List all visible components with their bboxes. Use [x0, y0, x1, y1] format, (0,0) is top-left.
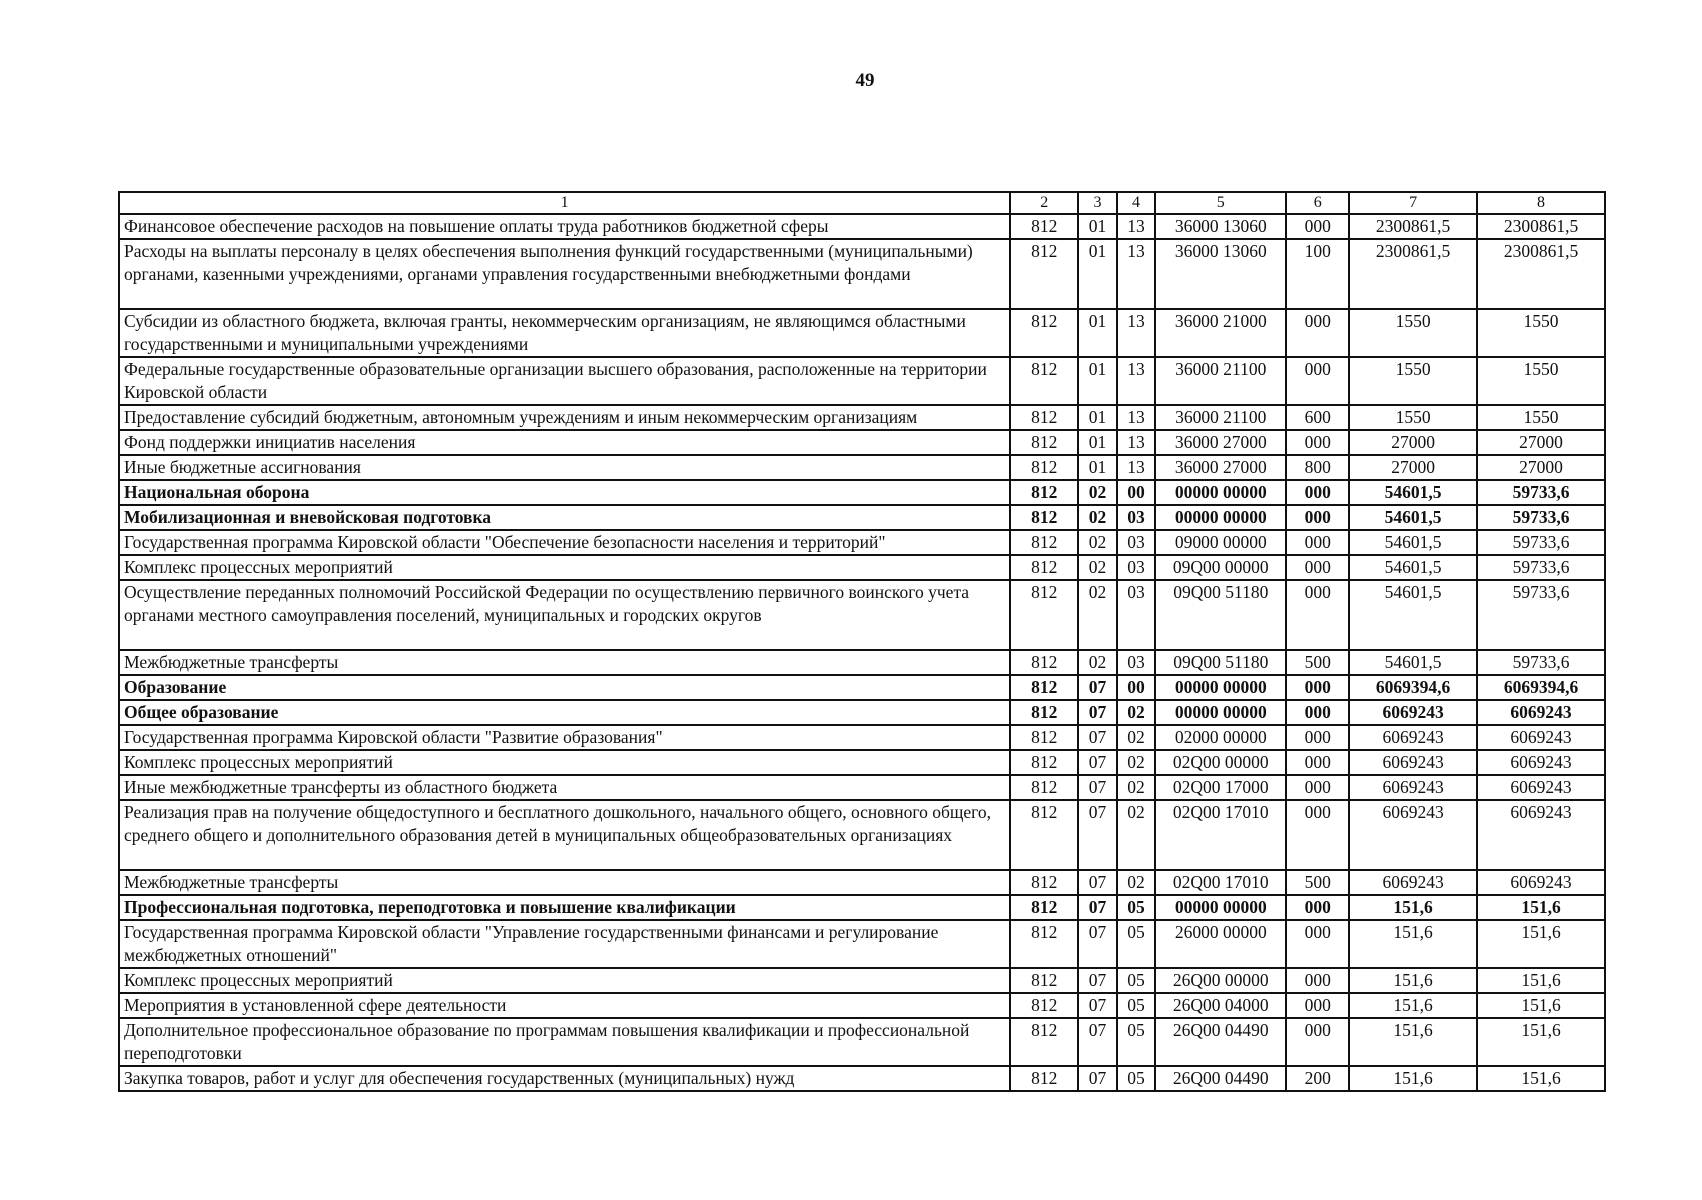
amount-year2-cell: 27000 — [1477, 430, 1605, 455]
row-name-cell: Комплекс процессных мероприятий — [119, 750, 1010, 775]
row-name-cell: Финансовое обеспечение расходов на повышение оплаты труда работников бюджетной сферы — [119, 214, 1010, 239]
row-name-cell: Государственная программа Кировской области "Управление государственными финансами и регулирование межбюджетных отношений" — [119, 920, 1010, 968]
admin-code-cell: 812 — [1010, 357, 1078, 405]
expense-type-cell: 000 — [1286, 675, 1349, 700]
row-name-cell: Субсидии из областного бюджета, включая гранты, некоммерческим организациям, не являющимся областными государственными и муниципальными учреждениями — [119, 309, 1010, 357]
section-cell: 07 — [1078, 1018, 1117, 1066]
admin-code-cell: 812 — [1010, 725, 1078, 750]
row-name-cell: Дополнительное профессиональное образование по программам повышения квалификации и профессиональной переподготовки — [119, 1018, 1010, 1066]
table-row — [119, 870, 1605, 895]
row-name-cell: Мероприятия в установленной сфере деятельности — [119, 993, 1010, 1018]
subsection-cell: 05 — [1117, 968, 1156, 993]
admin-code-cell: 812 — [1010, 1066, 1078, 1091]
section-cell: 07 — [1078, 920, 1117, 968]
table-row — [119, 725, 1605, 750]
expense-type-cell: 100 — [1286, 239, 1349, 309]
table-row — [119, 530, 1605, 555]
row-name-cell: Межбюджетные трансферты — [119, 870, 1010, 895]
row-name-cell: Осуществление переданных полномочий Российской Федерации по осуществлению первичного воинского учета органами местного самоуправления поселений, муниципальных и городских округов — [119, 580, 1010, 650]
amount-year2-cell: 1550 — [1477, 405, 1605, 430]
row-name-cell: Национальная оборона — [119, 480, 1010, 505]
page-number: 49 — [855, 70, 875, 91]
admin-code-cell: 812 — [1010, 800, 1078, 870]
expense-type-cell: 000 — [1286, 430, 1349, 455]
target-article-cell: 02Q00 17000 — [1155, 775, 1286, 800]
section-cell: 07 — [1078, 870, 1117, 895]
admin-code-cell: 812 — [1010, 214, 1078, 239]
section-cell: 07 — [1078, 725, 1117, 750]
table-row — [119, 214, 1605, 239]
amount-year1-cell: 151,6 — [1349, 920, 1477, 968]
expense-type-cell: 500 — [1286, 650, 1349, 675]
subsection-cell: 03 — [1117, 650, 1156, 675]
admin-code-cell: 812 — [1010, 1018, 1078, 1066]
subsection-cell: 05 — [1117, 920, 1156, 968]
subsection-cell: 13 — [1117, 455, 1156, 480]
amount-year1-cell: 2300861,5 — [1349, 214, 1477, 239]
target-article-cell: 36000 27000 — [1155, 455, 1286, 480]
admin-code-cell: 812 — [1010, 430, 1078, 455]
subsection-cell: 13 — [1117, 309, 1156, 357]
admin-code-cell: 812 — [1010, 993, 1078, 1018]
amount-year2-cell: 6069394,6 — [1477, 675, 1605, 700]
subsection-cell: 03 — [1117, 505, 1156, 530]
admin-code-cell: 812 — [1010, 455, 1078, 480]
amount-year2-cell: 59733,6 — [1477, 580, 1605, 650]
table-row — [119, 357, 1605, 405]
target-article-cell: 36000 21100 — [1155, 405, 1286, 430]
expense-type-cell: 000 — [1286, 505, 1349, 530]
section-cell: 02 — [1078, 555, 1117, 580]
subsection-cell: 02 — [1117, 775, 1156, 800]
amount-year2-cell: 6069243 — [1477, 725, 1605, 750]
section-cell: 07 — [1078, 993, 1117, 1018]
target-article-cell: 36000 27000 — [1155, 430, 1286, 455]
subsection-cell: 05 — [1117, 1066, 1156, 1091]
row-name-cell: Комплекс процессных мероприятий — [119, 968, 1010, 993]
expense-type-cell: 000 — [1286, 993, 1349, 1018]
expense-type-cell: 000 — [1286, 1018, 1349, 1066]
section-cell: 01 — [1078, 214, 1117, 239]
target-article-cell: 26Q00 00000 — [1155, 968, 1286, 993]
expense-type-cell: 200 — [1286, 1066, 1349, 1091]
subsection-cell: 13 — [1117, 357, 1156, 405]
expense-type-cell: 600 — [1286, 405, 1349, 430]
subsection-cell: 03 — [1117, 555, 1156, 580]
subsection-cell: 13 — [1117, 214, 1156, 239]
amount-year1-cell: 1550 — [1349, 405, 1477, 430]
column-header-8: 8 — [1477, 192, 1605, 214]
section-cell: 02 — [1078, 505, 1117, 530]
row-name-cell: Профессиональная подготовка, переподготовка и повышение квалификации — [119, 895, 1010, 920]
section-cell: 01 — [1078, 405, 1117, 430]
table-row — [119, 309, 1605, 357]
target-article-cell: 36000 13060 — [1155, 239, 1286, 309]
row-name-cell: Государственная программа Кировской области "Обеспечение безопасности населения и территорий" — [119, 530, 1010, 555]
amount-year2-cell: 6069243 — [1477, 750, 1605, 775]
amount-year1-cell: 151,6 — [1349, 1018, 1477, 1066]
expense-type-cell: 000 — [1286, 750, 1349, 775]
table-row — [119, 580, 1605, 650]
row-name-cell: Расходы на выплаты персоналу в целях обеспечения выполнения функций государственными (муниципальными) органами, казенными учреждениями, органами управления государственными внебюджетными фондами — [119, 239, 1010, 309]
table-row — [119, 993, 1605, 1018]
amount-year1-cell: 6069243 — [1349, 700, 1477, 725]
header-row — [119, 192, 1605, 214]
subsection-cell: 13 — [1117, 239, 1156, 309]
section-cell: 01 — [1078, 430, 1117, 455]
table-body — [119, 214, 1605, 1091]
amount-year1-cell: 54601,5 — [1349, 480, 1477, 505]
subsection-cell: 13 — [1117, 405, 1156, 430]
amount-year2-cell: 59733,6 — [1477, 505, 1605, 530]
admin-code-cell: 812 — [1010, 700, 1078, 725]
target-article-cell: 26Q00 04490 — [1155, 1066, 1286, 1091]
amount-year2-cell: 151,6 — [1477, 1066, 1605, 1091]
expense-type-cell: 000 — [1286, 555, 1349, 580]
amount-year1-cell: 54601,5 — [1349, 530, 1477, 555]
expense-type-cell: 000 — [1286, 920, 1349, 968]
amount-year2-cell: 6069243 — [1477, 870, 1605, 895]
admin-code-cell: 812 — [1010, 675, 1078, 700]
target-article-cell: 09Q00 51180 — [1155, 650, 1286, 675]
target-article-cell: 26Q00 04490 — [1155, 1018, 1286, 1066]
column-header-3: 3 — [1078, 192, 1117, 214]
amount-year2-cell: 6069243 — [1477, 775, 1605, 800]
target-article-cell: 09000 00000 — [1155, 530, 1286, 555]
section-cell: 01 — [1078, 309, 1117, 357]
amount-year1-cell: 6069243 — [1349, 725, 1477, 750]
target-article-cell: 00000 00000 — [1155, 505, 1286, 530]
subsection-cell: 05 — [1117, 1018, 1156, 1066]
expense-type-cell: 000 — [1286, 530, 1349, 555]
subsection-cell: 02 — [1117, 870, 1156, 895]
column-header-5: 5 — [1155, 192, 1286, 214]
amount-year2-cell: 151,6 — [1477, 920, 1605, 968]
admin-code-cell: 812 — [1010, 239, 1078, 309]
admin-code-cell: 812 — [1010, 750, 1078, 775]
amount-year1-cell: 54601,5 — [1349, 650, 1477, 675]
row-name-cell: Федеральные государственные образовательные организации высшего образования, расположенные на территории Кировской области — [119, 357, 1010, 405]
column-header-7: 7 — [1349, 192, 1477, 214]
amount-year1-cell: 1550 — [1349, 357, 1477, 405]
subsection-cell: 02 — [1117, 750, 1156, 775]
subsection-cell: 05 — [1117, 895, 1156, 920]
target-article-cell: 36000 21000 — [1155, 309, 1286, 357]
subsection-cell: 03 — [1117, 580, 1156, 650]
target-article-cell: 36000 21100 — [1155, 357, 1286, 405]
amount-year2-cell: 27000 — [1477, 455, 1605, 480]
table-header — [119, 192, 1605, 214]
target-article-cell: 02Q00 00000 — [1155, 750, 1286, 775]
expense-type-cell: 000 — [1286, 700, 1349, 725]
target-article-cell: 36000 13060 — [1155, 214, 1286, 239]
expense-type-cell: 000 — [1286, 775, 1349, 800]
table-row — [119, 775, 1605, 800]
table-row — [119, 455, 1605, 480]
section-cell: 01 — [1078, 239, 1117, 309]
row-name-cell: Иные межбюджетные трансферты из областного бюджета — [119, 775, 1010, 800]
row-name-cell: Образование — [119, 675, 1010, 700]
table-row — [119, 430, 1605, 455]
subsection-cell: 03 — [1117, 530, 1156, 555]
amount-year2-cell: 59733,6 — [1477, 650, 1605, 675]
table-row — [119, 800, 1605, 870]
amount-year2-cell: 1550 — [1477, 309, 1605, 357]
admin-code-cell: 812 — [1010, 555, 1078, 580]
subsection-cell: 02 — [1117, 700, 1156, 725]
expense-type-cell: 000 — [1286, 309, 1349, 357]
amount-year1-cell: 151,6 — [1349, 968, 1477, 993]
amount-year1-cell: 27000 — [1349, 430, 1477, 455]
expense-type-cell: 000 — [1286, 725, 1349, 750]
target-article-cell: 02Q00 17010 — [1155, 870, 1286, 895]
amount-year1-cell: 54601,5 — [1349, 505, 1477, 530]
section-cell: 07 — [1078, 1066, 1117, 1091]
budget-table — [118, 191, 1606, 1092]
amount-year2-cell: 2300861,5 — [1477, 214, 1605, 239]
table-row — [119, 650, 1605, 675]
section-cell: 07 — [1078, 775, 1117, 800]
expense-type-cell: 000 — [1286, 357, 1349, 405]
column-header-2: 2 — [1010, 192, 1078, 214]
subsection-cell: 05 — [1117, 993, 1156, 1018]
expense-type-cell: 000 — [1286, 800, 1349, 870]
amount-year2-cell: 151,6 — [1477, 968, 1605, 993]
expense-type-cell: 000 — [1286, 895, 1349, 920]
section-cell: 02 — [1078, 580, 1117, 650]
amount-year2-cell: 151,6 — [1477, 1018, 1605, 1066]
admin-code-cell: 812 — [1010, 480, 1078, 505]
amount-year1-cell: 54601,5 — [1349, 555, 1477, 580]
expense-type-cell: 000 — [1286, 968, 1349, 993]
expense-type-cell: 800 — [1286, 455, 1349, 480]
amount-year2-cell: 151,6 — [1477, 993, 1605, 1018]
row-name-cell: Иные бюджетные ассигнования — [119, 455, 1010, 480]
amount-year2-cell: 6069243 — [1477, 800, 1605, 870]
section-cell: 07 — [1078, 800, 1117, 870]
expense-type-cell: 500 — [1286, 870, 1349, 895]
amount-year1-cell: 6069243 — [1349, 750, 1477, 775]
amount-year2-cell: 6069243 — [1477, 700, 1605, 725]
section-cell: 02 — [1078, 480, 1117, 505]
table-row — [119, 505, 1605, 530]
section-cell: 07 — [1078, 675, 1117, 700]
section-cell: 01 — [1078, 455, 1117, 480]
subsection-cell: 02 — [1117, 725, 1156, 750]
amount-year1-cell: 6069243 — [1349, 775, 1477, 800]
table-row — [119, 968, 1605, 993]
table-row — [119, 555, 1605, 580]
admin-code-cell: 812 — [1010, 968, 1078, 993]
amount-year1-cell: 151,6 — [1349, 1066, 1477, 1091]
admin-code-cell: 812 — [1010, 920, 1078, 968]
amount-year1-cell: 27000 — [1349, 455, 1477, 480]
admin-code-cell: 812 — [1010, 530, 1078, 555]
column-header-1: 1 — [119, 192, 1010, 214]
expense-type-cell: 000 — [1286, 480, 1349, 505]
table-row — [119, 920, 1605, 968]
section-cell: 07 — [1078, 895, 1117, 920]
amount-year1-cell: 6069243 — [1349, 870, 1477, 895]
amount-year2-cell: 59733,6 — [1477, 530, 1605, 555]
target-article-cell: 00000 00000 — [1155, 675, 1286, 700]
amount-year2-cell: 151,6 — [1477, 895, 1605, 920]
target-article-cell: 02000 00000 — [1155, 725, 1286, 750]
admin-code-cell: 812 — [1010, 775, 1078, 800]
row-name-cell: Реализация прав на получение общедоступного и бесплатного дошкольного, начального общего, основного общего, среднего общего и дополнительного образования детей в муниципальных общеобразовательных организациях — [119, 800, 1010, 870]
target-article-cell: 00000 00000 — [1155, 895, 1286, 920]
admin-code-cell: 812 — [1010, 895, 1078, 920]
target-article-cell: 26000 00000 — [1155, 920, 1286, 968]
table-row — [119, 675, 1605, 700]
target-article-cell: 09Q00 51180 — [1155, 580, 1286, 650]
section-cell: 02 — [1078, 650, 1117, 675]
amount-year2-cell: 59733,6 — [1477, 555, 1605, 580]
amount-year1-cell: 1550 — [1349, 309, 1477, 357]
amount-year1-cell: 151,6 — [1349, 895, 1477, 920]
admin-code-cell: 812 — [1010, 580, 1078, 650]
table-row — [119, 750, 1605, 775]
admin-code-cell: 812 — [1010, 870, 1078, 895]
budget-table-container — [118, 191, 1606, 1092]
table-row — [119, 480, 1605, 505]
row-name-cell: Закупка товаров, работ и услуг для обеспечения государственных (муниципальных) нужд — [119, 1066, 1010, 1091]
table-row — [119, 239, 1605, 309]
row-name-cell: Общее образование — [119, 700, 1010, 725]
subsection-cell: 02 — [1117, 800, 1156, 870]
column-header-4: 4 — [1117, 192, 1156, 214]
amount-year1-cell: 54601,5 — [1349, 580, 1477, 650]
amount-year1-cell: 6069243 — [1349, 800, 1477, 870]
section-cell: 07 — [1078, 750, 1117, 775]
section-cell: 01 — [1078, 357, 1117, 405]
amount-year2-cell: 2300861,5 — [1477, 239, 1605, 309]
admin-code-cell: 812 — [1010, 309, 1078, 357]
column-header-6: 6 — [1286, 192, 1349, 214]
row-name-cell: Комплекс процессных мероприятий — [119, 555, 1010, 580]
table-row — [119, 700, 1605, 725]
table-row — [119, 1018, 1605, 1066]
expense-type-cell: 000 — [1286, 214, 1349, 239]
amount-year2-cell: 59733,6 — [1477, 480, 1605, 505]
table-row — [119, 895, 1605, 920]
amount-year1-cell: 151,6 — [1349, 993, 1477, 1018]
target-article-cell: 26Q00 04000 — [1155, 993, 1286, 1018]
subsection-cell: 00 — [1117, 480, 1156, 505]
target-article-cell: 09Q00 00000 — [1155, 555, 1286, 580]
table-row — [119, 405, 1605, 430]
expense-type-cell: 000 — [1286, 580, 1349, 650]
row-name-cell: Предоставление субсидий бюджетным, автономным учреждениям и иным некоммерческим организациям — [119, 405, 1010, 430]
row-name-cell: Межбюджетные трансферты — [119, 650, 1010, 675]
row-name-cell: Мобилизационная и вневойсковая подготовка — [119, 505, 1010, 530]
admin-code-cell: 812 — [1010, 650, 1078, 675]
amount-year2-cell: 1550 — [1477, 357, 1605, 405]
target-article-cell: 00000 00000 — [1155, 480, 1286, 505]
row-name-cell: Государственная программа Кировской области "Развитие образования" — [119, 725, 1010, 750]
subsection-cell: 00 — [1117, 675, 1156, 700]
row-name-cell: Фонд поддержки инициатив населения — [119, 430, 1010, 455]
admin-code-cell: 812 — [1010, 505, 1078, 530]
table-row — [119, 1066, 1605, 1091]
subsection-cell: 13 — [1117, 430, 1156, 455]
amount-year1-cell: 6069394,6 — [1349, 675, 1477, 700]
target-article-cell: 02Q00 17010 — [1155, 800, 1286, 870]
section-cell: 02 — [1078, 530, 1117, 555]
section-cell: 07 — [1078, 700, 1117, 725]
amount-year1-cell: 2300861,5 — [1349, 239, 1477, 309]
section-cell: 07 — [1078, 968, 1117, 993]
target-article-cell: 00000 00000 — [1155, 700, 1286, 725]
admin-code-cell: 812 — [1010, 405, 1078, 430]
